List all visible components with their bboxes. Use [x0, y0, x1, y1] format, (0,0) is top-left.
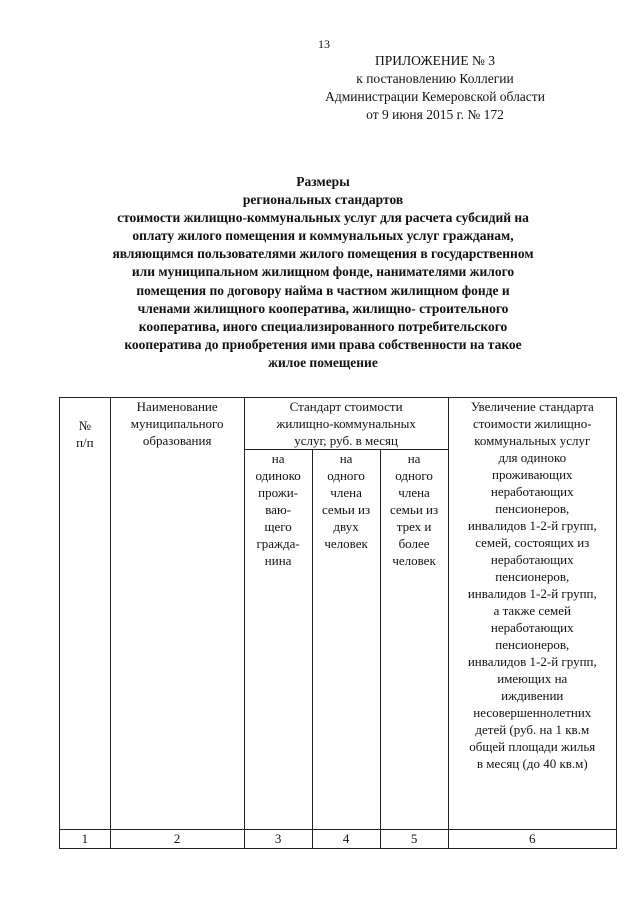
index-cell: 3 — [244, 830, 312, 849]
text-line: услуг, руб. в месяц — [294, 433, 398, 448]
document-title — [60, 173, 586, 372]
text-line: кооператива, иного специализированного потребительского — [138, 318, 508, 334]
text-line: неработающих — [490, 552, 574, 567]
text-line: двух — [333, 519, 359, 534]
text-line: члена — [330, 485, 362, 500]
text-line: неработающих — [490, 620, 574, 635]
text-line: к постановлению Коллегии — [356, 71, 514, 86]
text-line: гражда- — [256, 536, 300, 551]
text-line: нина — [264, 553, 292, 568]
text-line: коммунальных услуг — [474, 433, 591, 448]
header-standard — [244, 398, 448, 450]
text-line: в месяц (до 40 кв.м) — [476, 756, 588, 771]
index-cell: 5 — [380, 830, 448, 849]
text-line: ПРИЛОЖЕНИЕ № 3 — [374, 53, 496, 68]
text-line: иждивении — [501, 688, 564, 703]
text-line: человек — [392, 553, 436, 568]
index-cell: 2 — [110, 830, 244, 849]
text-line: проживающих — [492, 467, 573, 482]
text-line: члена — [398, 485, 430, 500]
index-cell: 4 — [312, 830, 380, 849]
text-line: детей (руб. на 1 кв.м — [475, 722, 590, 737]
text-line: образования — [142, 433, 212, 448]
text-line: от 9 июня 2015 г. № 172 — [366, 107, 504, 122]
text-line: инвалидов 1-2-й групп, — [467, 518, 597, 533]
text-line: для одиноко — [498, 450, 567, 465]
index-cell: 6 — [448, 830, 616, 849]
text-line: семей, состоящих из — [475, 535, 590, 550]
text-line: помещения по договору найма в частном жилищном фонде и — [136, 282, 510, 298]
index-cell: 1 — [60, 830, 111, 849]
subheader-family-of-three — [380, 450, 448, 830]
text-line: несовершеннолетних — [473, 705, 592, 720]
text-line: региональных стандартов — [242, 192, 404, 208]
text-line: прожи- — [258, 485, 299, 500]
text-line: трех и — [396, 519, 432, 534]
text-line: на — [339, 451, 353, 466]
text-line: или муниципальном жилищном фонде, нанимателями жилого — [131, 264, 515, 280]
text-line: членами жилищного кооператива, жилищно- строительного — [137, 300, 509, 316]
text-line: жилое помещение — [268, 354, 378, 370]
appendix-header — [300, 52, 570, 124]
text-line: на — [407, 451, 421, 466]
text-line: инвалидов 1-2-й групп, — [467, 654, 597, 669]
text-line: являющимся пользователями жилого помещения в государственном — [112, 246, 534, 262]
text-line: щего — [264, 519, 292, 534]
text-line: № — [78, 418, 92, 433]
text-line: на — [271, 451, 285, 466]
text-line: оплату жилого помещения и коммунальных услуг гражданам, — [132, 228, 514, 244]
text-line: а также семей — [493, 603, 571, 618]
text-line: пенсионеров, — [495, 637, 570, 652]
text-line: одного — [327, 468, 365, 483]
text-line: Стандарт стоимости — [289, 399, 403, 414]
header-number — [60, 398, 111, 830]
header-municipality — [110, 398, 244, 830]
text-line: п/п — [76, 435, 94, 450]
text-line: семьи из — [389, 502, 439, 517]
subheader-single-citizen — [244, 450, 312, 830]
text-line: одиноко — [255, 468, 301, 483]
page-number: 13 — [318, 37, 330, 51]
text-line: пенсионеров, — [495, 569, 570, 584]
text-line: более — [398, 536, 430, 551]
text-line: неработающих — [490, 484, 574, 499]
text-line: инвалидов 1-2-й групп, — [467, 586, 597, 601]
text-line: стоимости жилищно- — [472, 416, 592, 431]
text-line: стоимости жилищно-коммунальных услуг для расчета субсидий на — [117, 210, 529, 226]
text-line: Администрации Кемеровской области — [325, 89, 545, 104]
text-line: кооператива до приобретения ими права собственности на такое — [124, 336, 522, 352]
text-line: пенсионеров, — [495, 501, 570, 516]
text-line: Наименование — [136, 399, 218, 414]
text-line: общей площади жилья — [469, 739, 596, 754]
text-line: Увеличение стандарта — [470, 399, 594, 414]
text-line: жилищно-коммунальных — [276, 416, 416, 431]
text-line: имеющих на — [497, 671, 568, 686]
text-line: человек — [324, 536, 368, 551]
text-line: ваю- — [265, 502, 291, 517]
header-increase — [448, 398, 616, 830]
subheader-family-of-two — [312, 450, 380, 830]
text-line: муниципального — [130, 416, 224, 431]
text-line: семьи из — [322, 502, 371, 517]
text-line: Размеры — [296, 174, 350, 189]
standards-table — [59, 397, 617, 849]
text-line: одного — [395, 468, 433, 483]
